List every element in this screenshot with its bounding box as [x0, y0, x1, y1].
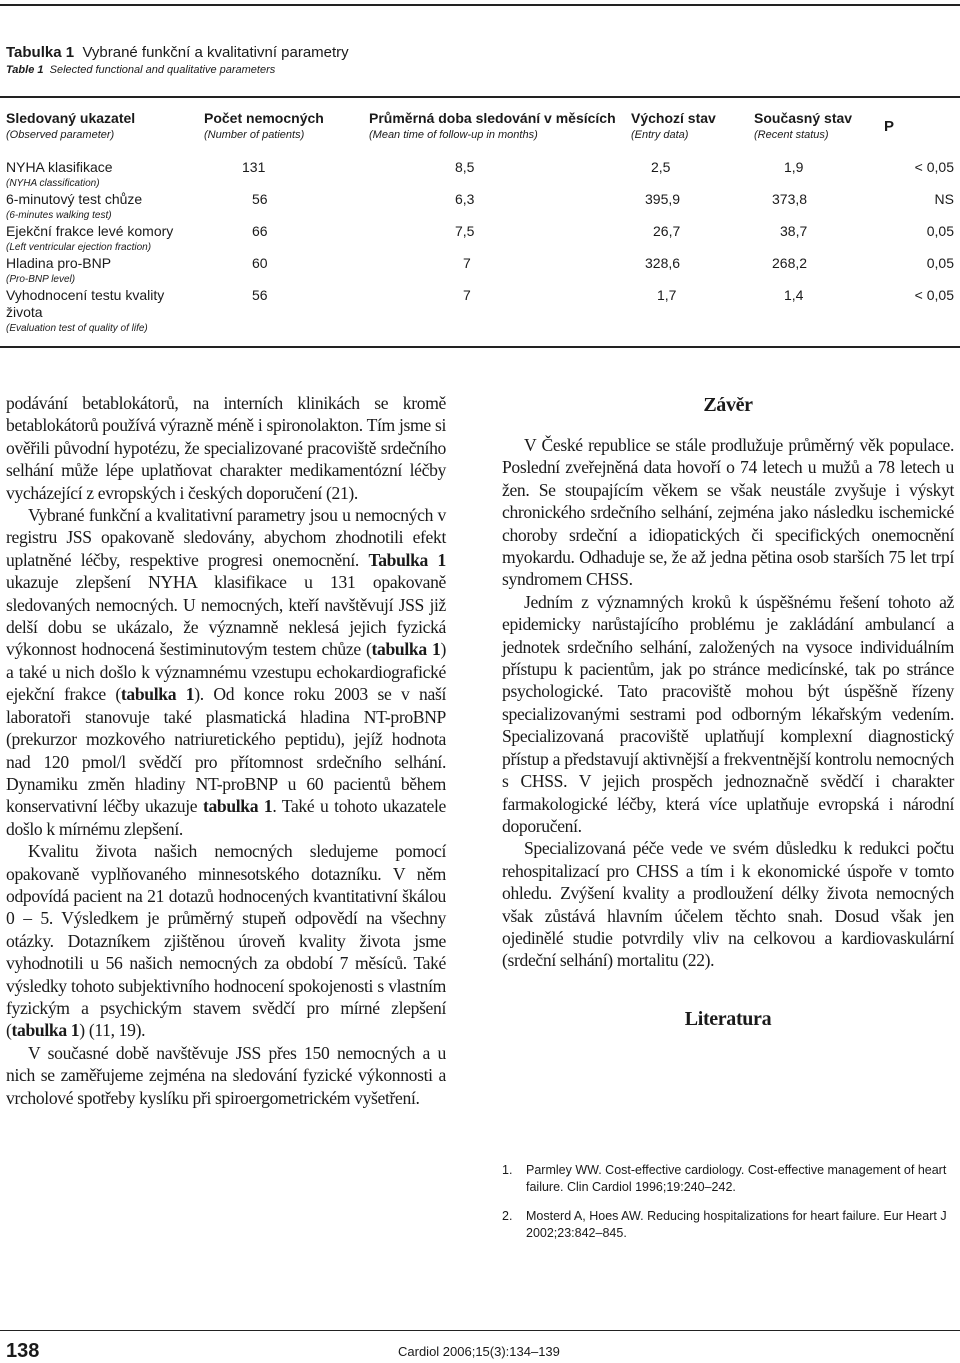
table-1 — [6, 44, 954, 334]
table-caption-label: Tabulka 1 — [6, 44, 75, 61]
table-bottom-rule — [0, 346, 960, 348]
table-caption-en — [6, 63, 954, 77]
page-number: 138 — [6, 1340, 40, 1362]
paragraph: Specializovaná péče vede ve svém důsledku k redukci počtu rehospitalizací pro CHSS a tím i k ekonomické úspoře v tomto ohledu. Zvýšení kvality a prodloužení délky života nemocných však zůstává hlavním účelem těchto snah. Dosud však jen ojedinělé studie potvrdily vliv na celkovou a kardiovaskulární (srdeční selhání) mortalitu (22). — [502, 838, 954, 971]
journal-citation: Cardiol 2006;15(3):134–139 — [398, 1344, 560, 1359]
table-caption-en-label: Table 1 — [6, 64, 44, 76]
section-heading-literature: Literatura — [684, 1007, 772, 1030]
header-cell: Průměrná doba sledování v měsících (Mean time of follow-up in months) — [369, 110, 616, 141]
reference-item: 1. Parmley WW. Cost-effective cardiology. Cost-effective management of heart failure. Clin Cardiol 1996;19:240–242. — [502, 1163, 947, 1194]
paragraph: V současné době navštěvuje JSS přes 150 nemocných a u nich se zaměřujeme zejména na sledování fyzické výkonnosti a vrcholové spotřeby kyslíku při spiroergometrickém vyšetření. — [6, 1042, 446, 1108]
right-column — [502, 392, 954, 1032]
table-row: Vyhodnocení testu kvality života (Evaluation test of quality of life) 56 7 1,7 1,4 < 0,05 — [6, 287, 954, 334]
header-cell: Současný stav (Recent status) — [754, 110, 853, 141]
header-cell: P — [884, 118, 895, 135]
paragraph: Vybrané funkční a kvalitativní parametry jsou u nemocných v registru JSS opakovaně sledovány, abychom zhodnotili efekt uplatněné léčby, respektive progresi onemocnění. Tabulka 1 ukazuje zlepšení NYHA klasifikace u 131 opakovaně sledovaných nemocných. U nemocných, kteří navštěvují JSS již delší dobu se ukázalo, že významně neklesá jejich fyzická výkonnost hodnocená šestiminutovým testem chůze (tabulka 1) a také u nich došlo k významnému vzestupu echokardiografické ejekční frakce (tabulka 1). Od konce roku 2003 se v naší laboratoři stanovuje také plasmatická hladina NT-proBNP (prekurzor mozkového natriuretického peptidu), jejíž hodnota nad 120 pmol/l svědčí pro přítomnost srdečního selhání. Dynamiku změn hladiny NT-proBNP u 60 pacientů během konservativní léčby ukazuje tabulka 1. Také u tohoto ukazatele došlo k mírnému zlepšení. — [6, 505, 446, 839]
header-cell: Výchozí stav (Entry data) — [631, 110, 716, 141]
footer-rule — [0, 1330, 960, 1331]
paragraph: V České republice se stále prodlužuje průměrný věk populace. Poslední zveřejněná data hovoří o 74 letech u mužů a 78 letech u žen. Se stoupajícím věkem se však neustále zvyšuje i výskyt chronického srdečního selhání, zejména jako následku ischemické choroby srdeční a idiopatických či specifických onemocnění myokardu. Odhaduje se, že až jedna pětina osob starších 75 let trpí syndromem CHSS. — [502, 435, 954, 590]
table-row: NYHA klasifikace (NYHA classification) 131 8,5 2,5 1,9 < 0,05 — [6, 159, 954, 189]
reference-item: 2. Mosterd A, Hoes AW. Reducing hospitalizations for heart failure. Eur Heart J 2002;23:842–845. — [502, 1209, 947, 1240]
table-row: Ejekční frakce levé komory (Left ventricular ejection fraction) 66 7,5 26,7 38,7 0,05 — [6, 223, 954, 253]
data-table — [6, 110, 954, 336]
section-heading-conclusion: Závěr — [703, 394, 753, 416]
reference-list — [502, 1162, 957, 1254]
table-header-row — [6, 110, 954, 159]
paragraph: Kvalitu života našich nemocných sledujeme pomocí opakovaně vyplňovaného minnesotského dotazníku. V něm odpovídá pacient na 21 dotazů hodnocených kvantitativní škálou 0 – 5. Výsledkem je průměrný stupeň odpovědí na všechny otázky. Dotazníkem zjištěnou úroveň kvality života jsme vyhodnotili u 56 našich nemocných za období 7 měsíců. Také výsledky tohoto subjektivního hodnocení spokojenosti s vlastním fyzickým a psychickým stavem svědčí pro mírné zlepšení (tabulka 1) (11, 19). — [6, 841, 446, 1041]
left-column — [6, 392, 446, 1109]
header-cell: Sledovaný ukazatel (Observed parameter) — [6, 110, 136, 141]
table-caption-text: Vybrané funkční a kvalitativní parametry — [82, 44, 349, 61]
top-rule — [0, 4, 960, 6]
header-cell: Počet nemocných (Number of patients) — [204, 110, 324, 141]
paragraph: Jedním z významných kroků k úspěšnému řešení tohoto až epidemicky narůstajícího problému je zakládání ambulancí a jednotek srdečního selhání, založených na vysoce individuálním přístupu k pacientům, jak po stránce medicínské, tak po stránce psychologické. Tato pracoviště mohou být úspěšně řízeny specializovanými sestrami pod odborným lékařským vedením. Specializovaná pracoviště uplatňují komplexní diagnostický přístup a představují aktivnější a frekventnější kontrolu nemocných s CHSS. V jejich prospěch jednoznačně svědčí i charakter farmakologické léčby, která více uplatňuje evropská i národní doporučení. — [502, 591, 954, 836]
table-row: 6-minutový test chůze (6-minutes walking test) 56 6,3 395,9 373,8 NS — [6, 191, 954, 221]
table-top-rule — [0, 96, 960, 98]
table-caption — [6, 44, 954, 62]
table-caption-en-text: Selected functional and qualitative parameters — [49, 64, 276, 76]
table-row: Hladina pro-BNP (Pro-BNP level) 60 7 328,6 268,2 0,05 — [6, 255, 954, 285]
paragraph: podávání betablokátorů, na interních klinikách se kromě betablokátorů používá výrazně méně i spironolakton. Tím jsme si ověřili původní hypotézu, že specializované pracoviště srdečního selhání může lépe uplatňovat charakter medikamentózní léčby vycházející z evropských i českých doporučení (21). — [6, 393, 446, 503]
